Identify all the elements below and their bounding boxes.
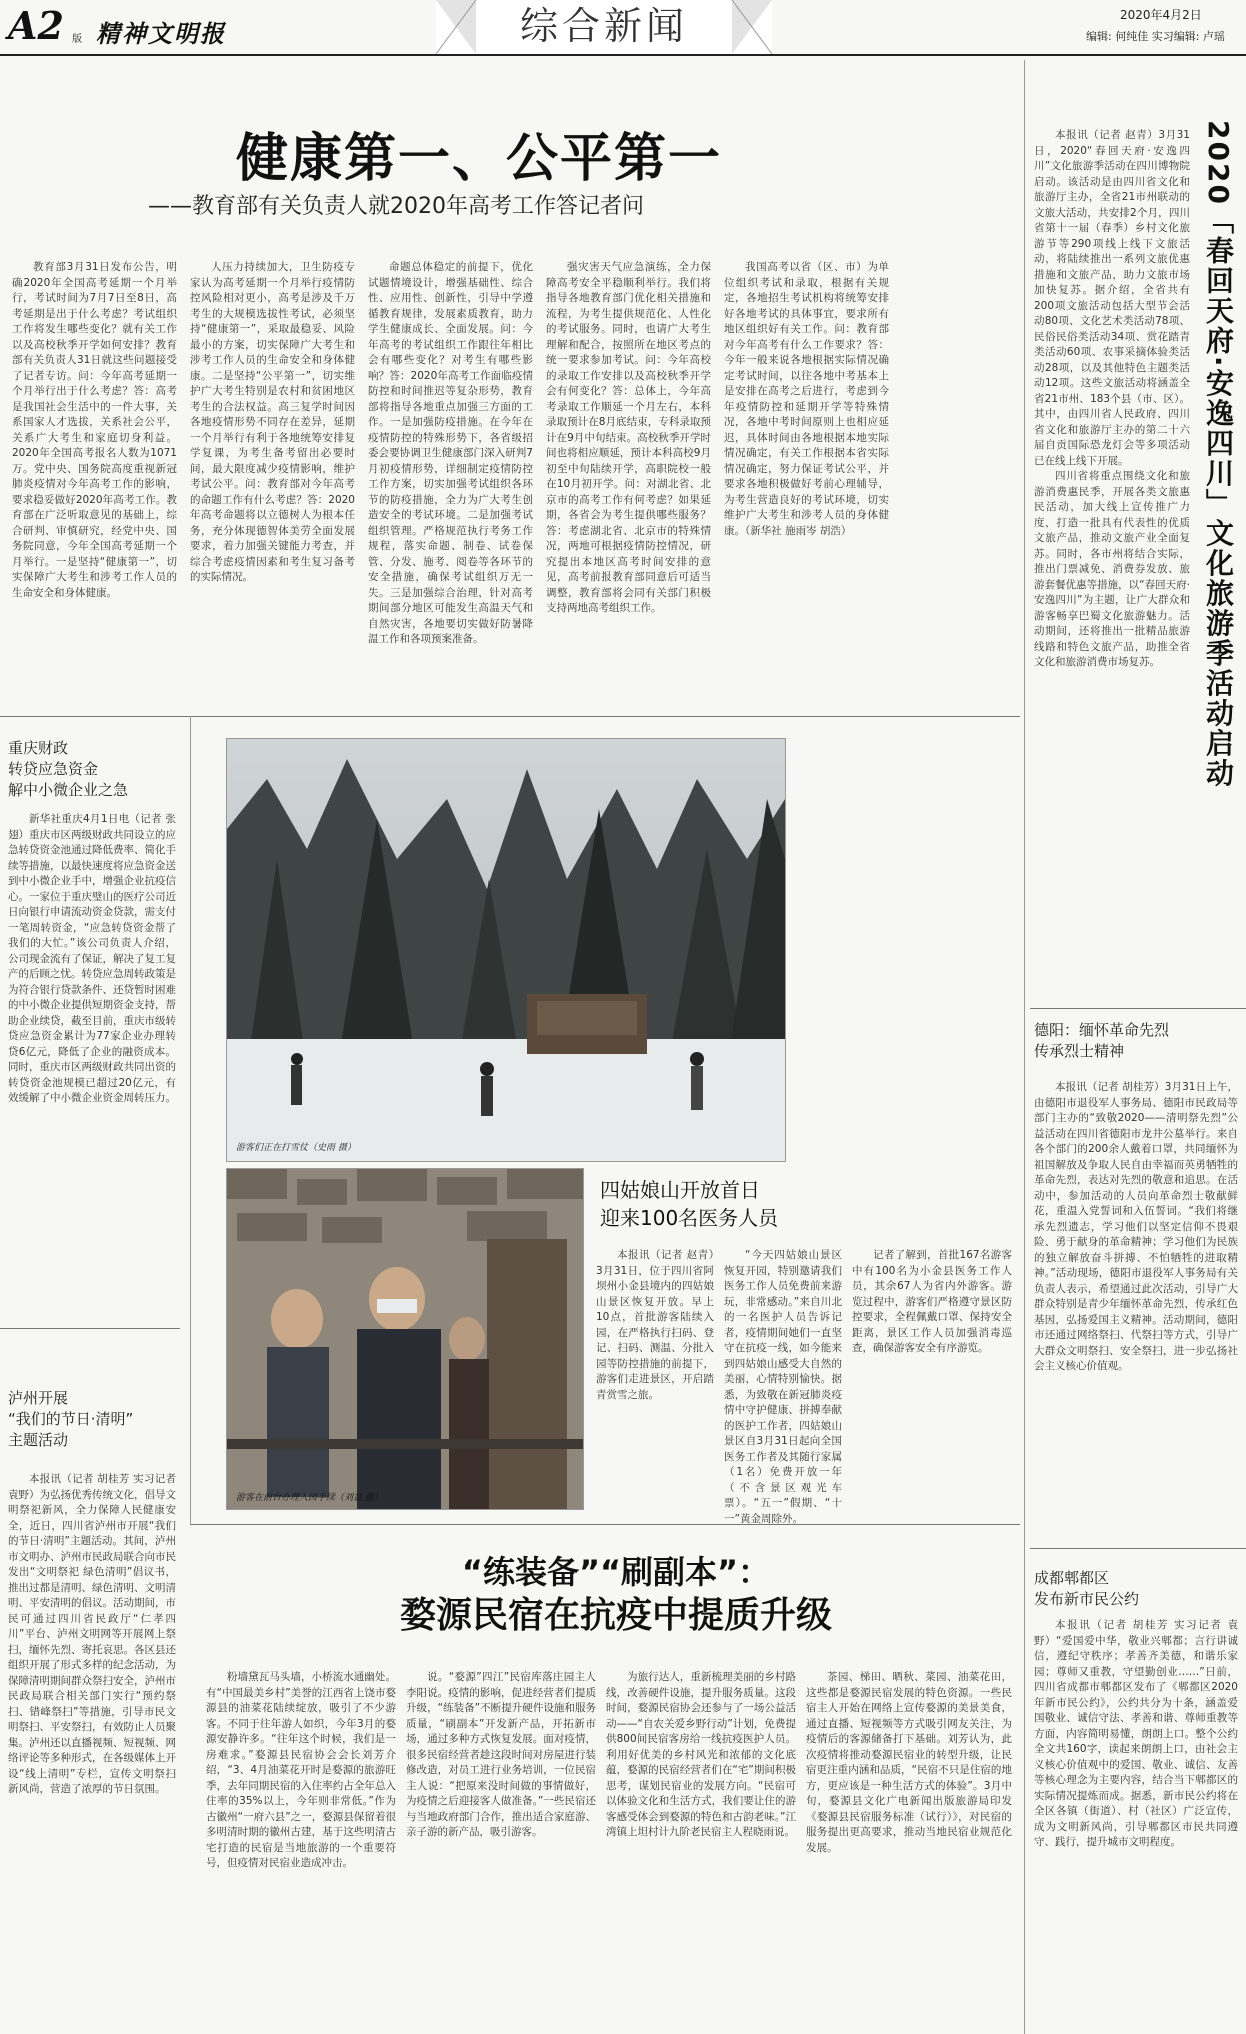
chongqing-headline: 重庆财政 转贷应急资金 解中小微企业之急 — [8, 739, 129, 799]
wuyuan-top-rule — [190, 1524, 1020, 1525]
lead-column-3: 命题总体稳定的前提下，优化试题情境设计，增强基础性、综合性、应用性、创新性，引导中学遵循教育规律，发展素质教育，助力学生健康成长、全面发展。问：今年高考的考试组织工作跟往年相比会有哪些变化？对考生有哪些影响？答：2020年高考工作面临疫情防控和时间推迟等复杂形势，教育部将指导各地重点加强三方面的工作。一是加强防疫措施。在今年在疫情防控的特殊形势下，各省级招委会要协调卫生健康部门深入研判7月初疫情形势，详细制定疫情防控工作方案，切实加强考试组织各环节的防疫措施，全力为广大考生创造安全的考试环境。二是加强考试组织管理。严格规范执行考务工作规程，落实命题、制卷、试卷保管、分发、施考、阅卷等各环节的安全措施，确保考试组织万无一失。三是加强综合治理，针对高考期间部分地区可能发生高温天气和自然灾害，各地要切实做好防暑降温工作和各项预案准备。 — [368, 261, 533, 645]
tourism-season-headline — [1196, 120, 1240, 900]
deyang-headline: 德阳：缅怀革命先烈 传承烈士精神 — [1034, 1021, 1170, 1060]
chengdu-body: 本报讯（记者 胡桂芳 实习记者 袁野）“爱国爱中华，敬业兴郫都；言行讲诚信，遵纪守秩序；孝善齐美德，和谐乐家园；尊师又重教，守望勤创业……”日前，四川省成都市郫都区发布了《郫都区2020年新市民公约》，公约共分为十条，涵盖爱国敬业、诚信守法、孝善和谐、尊师重教等方面，内容简明易懂，朗朗上口。整个公约全文共160字，读起来朗朗上口，由社会主义核心价值观中的爱国、敬业、诚信、友善等核心理念为主要内容，结合当下郫都区的实际情况提炼而成。据悉，新市民公约将在全区各镇（街道）、村（社区）广泛宣传，成为文明新风尚，引导郫都区市民共同遵守、践行，提升城市文明程度。 — [1034, 1619, 1238, 1848]
page-suffix: 版 — [72, 34, 82, 45]
snow-scene-photo — [226, 738, 786, 1162]
right-sidebar-divider — [1024, 60, 1025, 2034]
chongqing-body: 新华社重庆4月1日电（记者 张翅）重庆市区两级财政共同设立的应急转贷资金池通过降低费率、简化手续等措施，以最快速度将应急资金送到中小微企业手中，增强企业抗疫信心。一家位于重庆璧山的医疗公司近日向银行申请流动资金贷款，需支付一笔周转资金，“应急转贷资金帮了我们的大忙。”该公司负责人介绍，公司现金流有了保证，解决了复工复产的后顾之忧。转贷应急周转政策是为符合银行贷款条件、还贷暂时困难的中小微企业提供短期资金支持，帮助企业续贷，截至目前，重庆市级转贷应急资金累计为77家企业办理转贷6亿元，降低了企业的融资成本。同时，重庆市区两级财政共同出资的转贷资金池规模已超过20亿元，有效缓解了中小微企业资金周转压力。 — [8, 813, 176, 1104]
lead-title: 健康第一、公平第一 — [236, 129, 723, 189]
wuyuan-column-2: 说。“婺源”四江”民宿库落庄园主人李阳说。疫情的影响，促进经营者们提质升级，“练装备”不断提升硬件设施和服务质量，“刷副本”开发新产品，开拓新市场，通过多种方式恢复发展。面对疫情，很多民宿经营者趁这段时间对房屋进行装修改造，对员工进行业务培训，一位民宿主人说：“把原来没时间做的事情做好，为疫情之后迎接客人做准备。”一些民宿还与当地政府部门合作，推出适合家庭游、亲子游的新产品，吸引游客。 — [406, 1671, 596, 1838]
tourism-season-headline-text: 2020「春回天府·安逸四川」文化旅游季活动启动 — [1202, 120, 1235, 789]
wuyuan-column-1: 粉墙黛瓦马头墙，小桥流水通幽处。有“中国最美乡村”美誉的江西省上饶市婺源县的油菜花陆续绽放，吸引了不少游客。不同于往年游人如织，今年3月的婺源安静许多。“往年这个时候，我们是一房难求。”婺源县民宿协会会长刘芳介绍，“3、4月油菜花开时是婺源的旅游旺季，去年同期民宿的入住率约占全年总入住率的35%以上，今年则非常低。”作为古徽州“一府六县”之一，婺源县保留着很多明清时期的徽州古建，基于这些明清古宅打造的民宿是当地旅游的一个重要符号，但疫情对民宿业造成冲击。 — [206, 1671, 396, 1869]
section-title: 综合新闻 — [519, 4, 688, 48]
page-number — [8, 4, 64, 48]
lead-column-1: 教育部3月31日发布公告，明确2020年全国高考延期一个月举行，考试时间为7月7日至8日，高考延期是出于什么考虑？考试组织工作将发生哪些变化？就有关工作以及高校秋季开学如何安排？教育部有关负责人31日就这些问题接受了记者专访。问：今年高考延期一个月举行出于什么考虑？答：高考是我国社会生活中的一件大事，关系国家人才选拔，关系社会公平，关系广大考生和家庭切身利益。2020年全国高考报名人数为1071万。党中央、国务院高度重视新冠肺炎疫情对今年高考工作的影响，要求稳妥做好2020年高考工作。教育部在广泛听取意见的基础上，综合研判、审慎研究，经党中央、国务院同意，今年全国高考延期一个月举行。一是坚持“健康第一”，切实保障广大考生和涉考工作人员的生命安全和身体健康。 — [12, 261, 177, 599]
lead-bottom-rule — [0, 716, 1020, 717]
deyang-body: 本报讯（记者 胡桂芳）3月31日上午，由德阳市退役军人事务局、德阳市民政局等部门主办的“致敬2020——清明祭先烈”公益活动在四川省德阳市龙井公墓举行。来自各个部门的200余人戴着口罩，共同缅怀为祖国解放及争取人民自由幸福而英勇牺牲的革命先烈，表达对先烈的敬意和追思。在活动中，参加活动的人员向革命烈士敬献鲜花，重温入党誓词和入伍誓词。“我们将继承先烈遗志，学习他们以坚定信仰不畏艰险、勇于献身的革命精神；学习他们为民族的独立解放奋斗拼搏、不怕牺牲的进取精神。”活动现场，德阳市退役军人事务局有关负责人表示，希望通过此次活动，引导广大群众特别是青少年缅怀革命先烈，传承红色基因，弘扬爱国主义精神。活动期间，德阳市还通过网络祭扫、代祭扫等方式，引导广大群众文明祭扫、安全祭扫，进一步弘扬社会主义核心价值观。 — [1034, 1081, 1238, 1372]
lead-column-4: 强灾害天气应急演练，全力保障高考安全平稳顺利举行。我们将指导各地教育部门优化相关措施和流程，为考生提供规范化、人性化的考试服务。同时，也请广大考生理解和配合，按照所在地区考点的统一要求参加考试。问：今年高校的录取工作安排以及高校秋季开学会有何变化？答：总体上，今年高考录取工作顺延一个月左右，本科录取预计在8月底结束，专科录取预计在9月中旬结束。高校秋季开学时间也将相应顺延，预计本科高校9月初至中旬陆续开学，高职院校一般在10月初开学。问：对湖北省、北京市的高考工作有何考虑？如果延期，各省会为考生提供哪些服务？答：考虑湖北省、北京市的特殊情况，两地可根据疫情防控情况，研究提出本地区高考时间安排的意见，高考前报教育部同意后可适当调整，教育部将会同有关部门积极支持两地高考组织工作。 — [546, 261, 711, 614]
siguniang-column-1: 本报讯（记者 赵青）3月31日，位于四川省阿坝州小金县境内的四姑娘山景区恢复开放。早上10点，首批游客陆续入园，在严格执行扫码、登记、扫码、测温、分批入园等防控措施的前提下，游客们走进景区，开启踏青赏雪之旅。 — [596, 1249, 714, 1401]
right-rule-2 — [1030, 1548, 1246, 1549]
chengdu-headline: 成都郫都区 发布新市民公约 — [1034, 1569, 1140, 1608]
issue-date: 2020年4月2日 — [1120, 8, 1202, 22]
wuyuan-column-4: 茶园、梯田、晒秋、菜园、油菜花田，这些都是婺源民宿发展的特色资源。一些民宿主人开始在网络上宣传婺源的美景美食，通过直播、短视频等方式吸引网友关注，为疫情后的客源储备打下基础。刘芳认为，此次疫情将推动婺源民宿业的转型升级，让民宿更注重内涵和品质，“民宿不只是住宿的地方，更应该是一种生活方式的体验”。3月中旬，婺源县文化广电新闻出版旅游局印发《婺源县民宿服务标准（试行）》，对民宿的服务提出更高要求，推动当地民宿业规范化发展。 — [806, 1671, 1012, 1854]
masthead — [0, 0, 1246, 58]
luzhou-body: 本报讯（记者 胡桂芳 实习记者 袁野）为弘扬优秀传统文化，倡导文明祭祀新风，全力保障人民健康安全，近日，四川省泸州市开展“我们的节日·清明”主题活动。其间，泸州市文明办、泸州市民政局联合向市民发出“文明祭祀 绿色清明”倡议书，推出过都是清明、绿色清明、文明清明、平安清明的倡议。活动期间，市民可通过四川省民政厅“仁孝四川”平台、泸州文明网等开展网上祭扫，缅怀先烈、寄托哀思。各区县还组织开展了形式多样的纪念活动，为保障清明期间群众祭扫安全，泸州市民政局联合相关部门实行“预约祭扫、错峰祭扫”等措施，引导市民文明祭扫、平安祭扫，有效防止人员聚集。泸州还以直播视频、短视频、网络评论等多种形式，在各级媒体上开设“线上清明”专栏，宣传文明祭扫新风尚，营造了浓厚的节日氛围。 — [8, 1473, 176, 1795]
siguniang-column-3: 记者了解到，首批167名游客中有100名为小金县医务工作人员，其余67人为省内外游客。游览过程中，游客们严格遵守景区防控要求，全程佩戴口罩、保持安全距离，景区工作人员加强消毒巡查，确保游客安全有序游览。 — [852, 1249, 1012, 1354]
luzhou-headline: 泸州开展 “我们的节日·清明” 主题活动 — [8, 1389, 134, 1449]
wuyuan-headline-line2: 婺源民宿在抗疫中提质升级 — [399, 1595, 832, 1636]
lead-subtitle: ——教育部有关负责人就2020年高考工作答记者问 — [148, 194, 644, 219]
editors: 编辑: 何纯佳 实习编辑: 卢瑶 — [1086, 30, 1225, 43]
snow-photo-caption: 游客们正在打雪仗（史雨 摄） — [236, 1143, 356, 1153]
siguniang-headline: 四姑娘山开放首日 迎来100名医务人员 — [600, 1178, 779, 1230]
entry-check-illustration — [227, 1169, 583, 1509]
entry-check-photo-caption: 游客在前台办理入园手续（刘益 摄） — [236, 1493, 383, 1503]
lead-column-2: 人压力持续加大，卫生防疫专家认为高考延期一个月举行疫情防控风险相对更小，高考是涉及千万考生的大规模选拔性考试，必须坚持“健康第一”，采取最稳妥、风险最小的方案，切实保障广大考生和涉考工作人员的生命安全和身体健康。二是坚持“公平第一”，切实维护广大考生特别是农村和贫困地区考生的合法权益。高三复学时间因各地疫情形势不同存在差异，延期一个月举行有利于各地统筹安排复学复课，为考生备考留出必要时间，最大限度减少疫情影响，维护考试公平。问：教育部对今年高考的命题工作有什么考虑？答：2020年高考命题将以立德树人为根本任务，充分体现德智体美劳全面发展要求，着力加强关键能力考查，并综合考虑疫情因素和考生复习备考的实际情况。 — [190, 261, 355, 583]
snow-scene-illustration — [227, 739, 785, 1161]
wuyuan-headline-line1: “练装备”“刷副本”： — [461, 1553, 771, 1591]
right-rule-1 — [1030, 1008, 1246, 1009]
paper-name: 精神文明报 — [96, 19, 226, 48]
page-number-text: A2 — [8, 3, 64, 48]
tourism-season-body: 本报讯（记者 赵青）3月31日，2020“春回天府·安逸四川”文化旅游季活动在四川博物院启动。该活动是由四川省文化和旅游厅主办，全省21市州联动的文旅大活动，共安排2个月，四川省第十一届（春季）乡村文化旅游节等290项线上线下文旅活动，将陆续推出一系列文旅优惠措施和文旅产品，助力文旅市场加快复苏。据介绍，全省共有200项文旅活动包括大型节会活动80项、文化艺术类活动78项、民俗民俗类活动34项、赏花踏青类活动60项、农事采摘体验类活动28项，以及其他特色主题类活动12项。这些文旅活动将涵盖全省21市州、183个县（市、区）。其中，由四川省人民政府、四川省文化和旅游厅主办的第二十六届自贡国际恐龙灯会等多项活动已在线上线下开展。 四川省将重点围绕文化和旅游消费惠民季，开展各类文旅惠民活动，加大线上宣传推广力度，打造一批具有代表性的优质文旅产品，推动文旅产业全面复苏。同时，各市州将结合实际，推出门票减免、消费券发放、旅游套餐优惠等措施，以“春回天府·安逸四川”为主题，让广大群众和游客畅享巴蜀文化旅游魅力。活动期间，还将推出一批精品旅游线路和特色文旅产品，助推全省文化和旅游消费市场复苏。 — [1034, 129, 1190, 668]
lead-column-5: 我国高考以省（区、市）为单位组织考试和录取，根据有关规定，各地招生考试机构将统筹安排好各地考试的具体事宜，要求所有地区组织好有关工作。问：教育部对今年高考有什么工作要求？答：今年一般来说各地根据实际情况确定考试时间，以往各地中考基本上是安排在高考之后进行，考虑到今年疫情防控和延期开学等特殊情况，各地中考时间原则上也相应延迟，具体时间由各地根据本地实际情况确定，有关工作根据本省实际情况确定，努力保证考试公平，并要求各地积极做好考前心理辅导，为考生营造良好的考试环境，切实维护广大考生和涉考人员的身体健康。（新华社 施雨岑 胡浩） — [724, 261, 889, 537]
left-rule-1 — [0, 1328, 180, 1329]
siguniang-column-2: “今天四姑娘山景区恢复开园，特别邀请我们医务工作人员免费前来游玩，非常感动。”来自川北的一名医护人员告诉记者，疫情期间她们一直坚守在抗疫一线，如今能来到四姑娘山感受大自然的美丽，心情特别愉快。据悉，为致敬在新冠肺炎疫情中守护健康、拼搏奉献的医护工作者，四姑娘山景区自3月31日起向全国医务工作者及其随行家属（1名）免费开放一年（不含景区观光车票）。“五一”假期、“十一”黄金周除外。 — [724, 1249, 842, 1525]
left-sidebar-divider — [190, 716, 191, 1524]
masthead-rule — [0, 54, 1246, 56]
entry-check-photo — [226, 1168, 584, 1510]
wuyuan-column-3: 为旅行达人，重新梳理美丽的乡村路线，改善硬件设施，提升服务质量。这段时间，婺源民宿协会还参与了一场公益活动——“自农关爱乡野行动”计划，免费提供800间民宿客房给一线抗疫医护人员。利用好优美的乡村风光和浓郁的文化底蕴，婺源的民宿经营者们在“宅”期间积极思考，谋划民宿业的发展方向。“民宿可以体验文化和生活方式，我们要让住的游客感受体会到婺源的特色和古韵老味。”江湾镇上坦村计九阶老民宿主人程晓雨说。 — [606, 1671, 796, 1838]
